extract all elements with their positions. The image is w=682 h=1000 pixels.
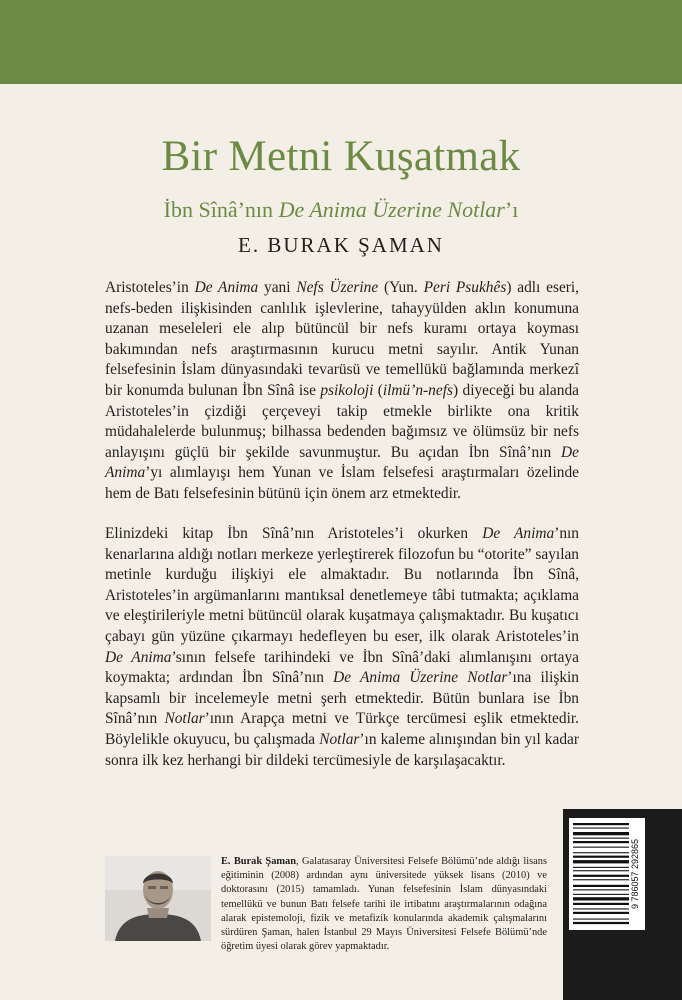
barcode-bar [573, 889, 629, 890]
text-run: ) adlı eseri, nefs-beden ilişkisinden canlılık işlevlerine, tahayyülden aklın konumuna uzanan meseleleri ele alıp bütüncül bir nefs kuramı ortaya koyması bakımından nefs araştırmasının kurucu metni sayılır. Antik Yunan felsefesinin İslam dünyasındaki tevarüsü ve temellükü bağlamında merkezî bir konumda bulunan İbn Sînâ ise [105, 279, 580, 399]
barcode-bar [573, 897, 629, 900]
barcode-bar [573, 867, 629, 868]
bio-author-name: E. Burak Şaman [221, 856, 297, 867]
subtitle-part-1: İbn Sînâ’nın [163, 197, 279, 222]
barcode-bar [573, 847, 629, 848]
text-italic: De Anima [105, 648, 172, 666]
text-italic: De Anima Üzerine Notlar [333, 669, 508, 687]
barcode-bar [573, 856, 629, 858]
text-italic: De Anima [482, 525, 555, 542]
barcode-bar [573, 838, 629, 839]
text-run: yani [258, 279, 297, 296]
barcode-bar [573, 894, 629, 895]
author-photo [105, 856, 211, 941]
isbn-barcode [569, 818, 645, 930]
text-run: ’ın kaleme alınışından bin yıl kadar sonra ilk kez herhangi bir dildeki tercümesiyle de karşılaşacaktır. [105, 730, 579, 769]
barcode-bar [573, 922, 629, 924]
isbn-number: 9 786057 292865 [630, 838, 640, 910]
barcode-bar [573, 823, 629, 825]
text-italic: De Anima [194, 279, 259, 296]
barcode-icon [569, 818, 645, 930]
barcode-bar [573, 860, 629, 863]
barcode-bar [573, 885, 629, 887]
bio-text: , Galatasaray Üniversitesi Felsefe Bölümü’nde aldığı lisans eğitiminin (2008) ardından aynı üniversitede yüksek lisans (2010) ve doktorasını (2015) tamamladı. Yunan felsefesinin İslam dünyasındaki temellükü ve bunun Batı felsefe tarihi ile irtibatını araştırmalarının odağına alarak epistemoloji, fizik ve metafizik konularında akademik çalışmalarını sürdüren Şaman, halen İstanbul 29 Mayıs Üniversitesi Felsefe Bölümü’nde öğretim üyesi olarak görev yapmaktadır. [221, 856, 548, 953]
barcode-bar [573, 841, 629, 843]
text-run: ) diyeceği bu alanda Aristoteles’in çizdiği çerçeveyi takip etmekle birlikte ona kritik müdahalelerde bulunmuş; bilhassa bedenden bağımsız ve ölümsüz bir nefs anlayışını güçlü bir şekilde savunmuştur. Bu açıdan İbn Sînâ’nın [105, 381, 579, 461]
barcode-bar [573, 908, 629, 909]
book-subtitle [0, 197, 682, 223]
barcode-bar [573, 879, 629, 880]
barcode-bar [573, 852, 629, 853]
barcode-bar [573, 903, 629, 905]
barcode-bar [573, 870, 629, 871]
blurb-paragraph-2 [105, 524, 579, 771]
subtitle-italic: De Anima Üzerine Notlar [278, 197, 505, 222]
text-run: Elinizdeki kitap İbn Sînâ’nın Aristoteles’i okurken [105, 525, 483, 542]
text-run: ’ına ilişkin kapsamlı bir incelemeyle metni şerh etmektedir. Bütün bunlara ise İbn Sînâ’nın [105, 669, 579, 728]
text-run: (Yun. [378, 279, 424, 296]
text-run: ( [373, 381, 383, 399]
barcode-bar [573, 875, 629, 877]
author-bio [221, 855, 547, 954]
text-italic: Notlar [164, 710, 205, 728]
text-italic: De Anima [105, 443, 579, 482]
text-italic: psikoloji [320, 381, 374, 399]
text-italic: Notlar [319, 730, 360, 748]
text-run: ’sının felsefe tarihindeki ve İbn Sînâ’daki alımlanışını ortaya koymakta; ardından İbn Sînâ’nın [105, 648, 579, 687]
text-run: Aristoteles’in [105, 279, 195, 296]
author-portrait-icon [105, 856, 211, 941]
text-run: ’yı alımlayışı hem Yunan ve İslam felsefesi araştırmaları özelinde hem de Batı felsefesinin bütünü için önem arz etmektedir. [105, 464, 579, 502]
barcode-bar [573, 919, 629, 920]
book-title: Bir Metni Kuşatmak [161, 133, 521, 180]
author-name: E. BURAK ŞAMAN [238, 233, 444, 257]
barcode-bar [573, 828, 629, 829]
top-color-band [0, 0, 682, 84]
barcode-bar [573, 832, 629, 835]
text-run: ’nın kenarlarına aldığı notları merkeze yerleştirerek filozofun bu “otorite” sayılan metinle kurduğu ilişkiyi ele almaktadır. Bu notlarında İbn Sînâ, Aristoteles’in argümanlarını mantıksal denetlemeye tâbi tutmakta; açıklama ve eleştirileriyle metni bütüncül olarak kuşatmaya çalışmaktadır. Bu kuşatıcı çabayı gün yüzüne çıkarmayı hedefleyen bu eser, ilk olarak Aristoteles’in [105, 525, 579, 645]
text-run: ’ının Arapça metni ve Türkçe tercümesi eşlik etmektedir. Böylelikle okuyucu, bu çalışmada [105, 710, 579, 748]
text-italic: Nefs Üzerine [296, 279, 379, 296]
text-italic: Peri Psukhês [423, 279, 507, 296]
text-italic: ilmü’n-nefs [382, 381, 453, 399]
subtitle-part-2: ’ı [504, 197, 519, 222]
barcode-bar [573, 912, 629, 914]
blurb-paragraph-1 [105, 278, 579, 505]
